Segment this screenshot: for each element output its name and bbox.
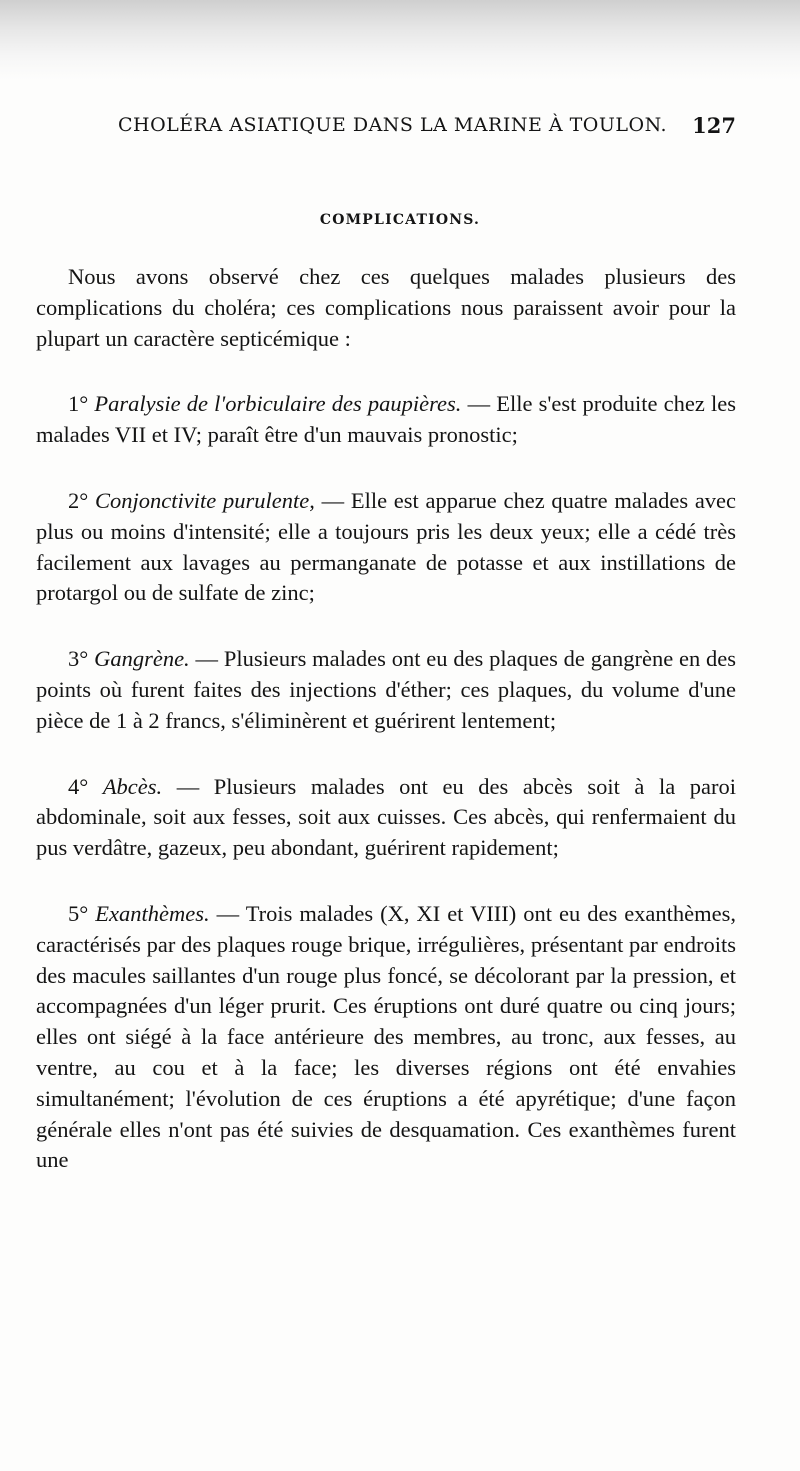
section-title: COMPLICATIONS.: [319, 212, 481, 228]
item-number: 5°: [68, 900, 89, 926]
item-text: Plusieurs malades ont eu des plaques de gangrène en des points où furent faites des injections d'éther; ces plaques, du volume d'une pièce de 1 à 2 francs, s'éliminèrent et guérirent lentement;: [36, 646, 737, 733]
body-text: [36, 262, 736, 1176]
item-number: 3°: [68, 646, 89, 672]
item-term: Exanthèmes.: [95, 900, 210, 926]
list-item: [36, 389, 736, 451]
list-item: [36, 644, 736, 736]
item-dash: —: [176, 773, 200, 799]
item-text: Plusieurs malades ont eu des abcès soit à la paroi abdominale, soit aux fesses, soit aux cuisses. Ces abcès, qui renfermaient du pus verdâtre, gazeux, peu abondant, guérirent rapidement;: [36, 773, 736, 861]
item-number: 4°: [68, 773, 89, 799]
list-item: [36, 772, 736, 864]
item-dash: —: [321, 487, 345, 513]
item-term: Gangrène.: [94, 646, 190, 672]
item-dash: —: [216, 900, 240, 926]
item-number: 1°: [68, 391, 89, 417]
list-item: [36, 899, 736, 1176]
page-header: [118, 110, 736, 144]
item-text: Trois malades (X, XI et VIII) ont eu des exanthèmes, caractérisés par des plaques rouge brique, irrégulières, présentant par endroits des macules saillantes d'un rouge plus foncé, se décolorant par la pression, et accompagnées d'un léger prurit. Ces éruptions ont duré quatre ou cinq jours; elles ont siégé à la face antérieure des membres, au tronc, aux fesses, au ventre, au cou et à la face; les diverses régions ont été envahies simultanément; l'évolution de ces éruptions a été apyrétique; d'une façon générale elles n'ont pas été suivies de desquamation. Ces exanthèmes furent une: [36, 900, 737, 1173]
running-title: CHOLÉRA ASIATIQUE DANS LA MARINE À TOULON.: [118, 114, 668, 136]
list-item: [36, 486, 736, 609]
page-number: 127: [692, 113, 736, 138]
item-term: Paralysie de l'orbiculaire des paupières.: [94, 391, 462, 417]
item-dash: —: [467, 391, 491, 417]
intro-paragraph: Nous avons observé chez ces quelques malades plusieurs des complications du choléra; ces complications nous paraissent avoir pour la plupart un caractère septicémique :: [36, 264, 736, 351]
item-term: Conjonctivite purulente,: [95, 487, 315, 513]
item-text: Elle est apparue chez quatre malades avec plus ou moins d'intensité; elle a toujours pris les deux yeux; elle a cédé très facilement aux lavages au permanganate de potasse et aux instillations de protargol ou de sulfate de zinc;: [36, 487, 737, 606]
item-dash: —: [195, 646, 219, 672]
item-text: Elle s'est produite chez les malades VII et IV; paraît être d'un mauvais pronostic;: [36, 391, 736, 448]
item-term: Abcès.: [102, 773, 163, 799]
item-number: 2°: [68, 487, 89, 513]
scan-shadow: [0, 0, 800, 80]
